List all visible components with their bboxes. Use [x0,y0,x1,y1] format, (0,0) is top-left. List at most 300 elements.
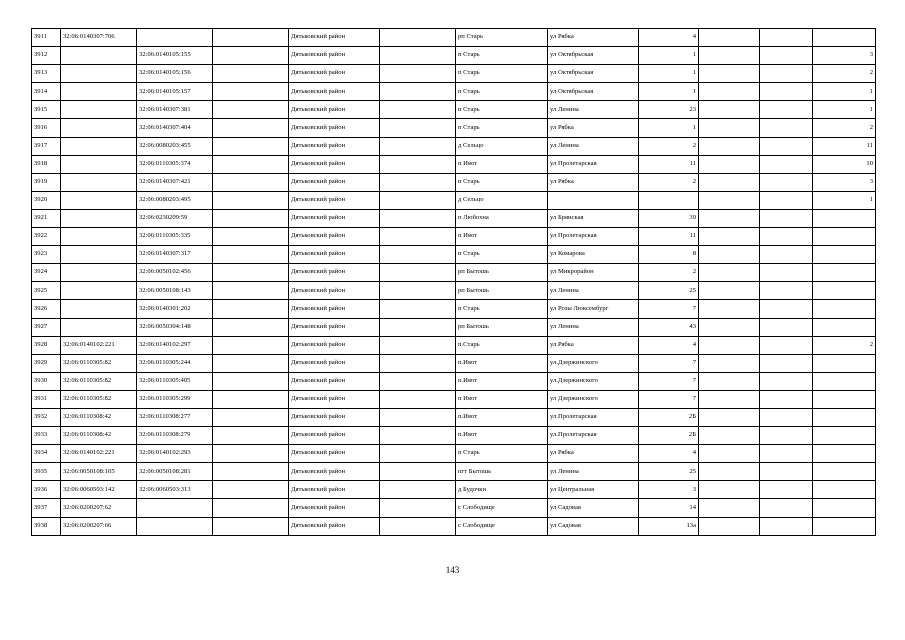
blank-cell [699,300,760,318]
district-name: Дятьковский район [289,408,380,426]
blank-cell [760,300,813,318]
blank-cell [760,173,813,191]
house-number: 7 [639,372,699,390]
street-name: ул Рябка [548,445,639,463]
blank-cell [380,390,456,408]
cadastral-number-parcel [61,191,137,209]
blank-cell [213,119,289,137]
apartment-number: 3 [813,173,876,191]
house-number: 1 [639,47,699,65]
blank-cell [760,481,813,499]
blank-cell [699,65,760,83]
record-number: 3938 [32,517,61,535]
street-name: ул Рябка [548,119,639,137]
blank-cell [760,445,813,463]
table-row [32,300,876,318]
cadastral-number-object: 32:06:0050108:281 [137,463,213,481]
blank-cell [760,29,813,47]
house-number: 1 [639,119,699,137]
record-number: 3936 [32,481,61,499]
house-number: 39 [639,209,699,227]
apartment-number [813,354,876,372]
cadastral-number-parcel [61,65,137,83]
table-row [32,246,876,264]
blank-cell [213,427,289,445]
blank-cell [699,282,760,300]
blank-cell [380,29,456,47]
blank-cell [380,47,456,65]
blank-cell [380,282,456,300]
house-number: 1 [639,83,699,101]
blank-cell [380,155,456,173]
apartment-number [813,517,876,535]
blank-cell [760,264,813,282]
blank-cell [699,246,760,264]
blank-cell [699,336,760,354]
cadastral-number-parcel: 32:06:0140307:706 [61,29,137,47]
record-number: 3927 [32,318,61,336]
settlement-name: п Старь [456,445,548,463]
cadastral-number-parcel [61,228,137,246]
cadastral-number-object: 32:06:0140307:404 [137,119,213,137]
settlement-name: п.Ивот [456,372,548,390]
house-number: 13а [639,517,699,535]
blank-cell [760,209,813,227]
street-name [548,191,639,209]
cadastral-number-parcel [61,264,137,282]
settlement-name: рп Бытошь [456,264,548,282]
house-number: 2Б [639,408,699,426]
blank-cell [380,137,456,155]
cadastral-number-parcel [61,47,137,65]
district-name: Дятьковский район [289,318,380,336]
record-number: 3912 [32,47,61,65]
street-name: ул Садовая [548,517,639,535]
cadastral-number-object: 32:06:0140105:155 [137,47,213,65]
cadastral-number-parcel [61,282,137,300]
apartment-number: 1 [813,191,876,209]
blank-cell [380,209,456,227]
record-number: 3921 [32,209,61,227]
cadastral-number-parcel [61,173,137,191]
cadastral-number-object: 32:06:0110305:405 [137,372,213,390]
cadastral-number-object: 32:06:0110305:374 [137,155,213,173]
settlement-name: рп Старь [456,29,548,47]
blank-cell [380,336,456,354]
settlement-name: пгт Бытошь [456,463,548,481]
record-number: 3914 [32,83,61,101]
blank-cell [380,445,456,463]
cadastral-number-object: 32:06:0230209:59 [137,209,213,227]
street-name: ул Центральная [548,481,639,499]
house-number: 4 [639,445,699,463]
house-number: 2 [639,264,699,282]
district-name: Дятьковский район [289,300,380,318]
blank-cell [699,427,760,445]
record-number: 3932 [32,408,61,426]
table-row [32,408,876,426]
house-number: 43 [639,318,699,336]
table-row [32,427,876,445]
blank-cell [213,264,289,282]
blank-cell [699,119,760,137]
house-number: 3 [639,481,699,499]
district-name: Дятьковский район [289,47,380,65]
settlement-name: п Старь [456,246,548,264]
table-row [32,372,876,390]
cadastral-number-object: 32:06:0080203:495 [137,191,213,209]
settlement-name: п Любохна [456,209,548,227]
apartment-number: 3 [813,47,876,65]
cadastral-number-parcel: 32:06:0140102:221 [61,336,137,354]
table-row [32,499,876,517]
blank-cell [380,65,456,83]
blank-cell [213,354,289,372]
blank-cell [380,119,456,137]
blank-cell [213,65,289,83]
blank-cell [380,318,456,336]
blank-cell [699,354,760,372]
record-number: 3923 [32,246,61,264]
street-name: ул Пролетарская [548,228,639,246]
apartment-number [813,481,876,499]
apartment-number: 2 [813,336,876,354]
record-number: 3924 [32,264,61,282]
settlement-name: п Старь [456,47,548,65]
settlement-name: п.Ивот [456,408,548,426]
blank-cell [213,282,289,300]
blank-cell [213,318,289,336]
blank-cell [699,47,760,65]
street-name: ул.Дзержинского [548,354,639,372]
apartment-number [813,463,876,481]
settlement-name: п Старь [456,101,548,119]
table-row [32,173,876,191]
settlement-name: п Старь [456,119,548,137]
record-number: 3922 [32,228,61,246]
blank-cell [760,463,813,481]
house-number: 2Б [639,427,699,445]
record-number: 3918 [32,155,61,173]
street-name: ул Розы Люксембург [548,300,639,318]
district-name: Дятьковский район [289,65,380,83]
district-name: Дятьковский район [289,517,380,535]
street-name: ул.Пролетарская [548,408,639,426]
register-table [31,28,876,536]
table-row [32,119,876,137]
blank-cell [699,83,760,101]
blank-cell [760,155,813,173]
district-name: Дятьковский район [289,173,380,191]
apartment-number [813,209,876,227]
settlement-name: рп Бытошь [456,282,548,300]
blank-cell [213,390,289,408]
house-number: 25 [639,282,699,300]
blank-cell [380,499,456,517]
cadastral-number-object: 32:06:0140301:202 [137,300,213,318]
settlement-name: п Старь [456,83,548,101]
settlement-name: п Ивот [456,155,548,173]
blank-cell [760,47,813,65]
settlement-name: п.Ивот [456,427,548,445]
settlement-name: п Старь [456,173,548,191]
blank-cell [213,29,289,47]
blank-cell [699,318,760,336]
cadastral-number-parcel: 32:06:0200207:62 [61,499,137,517]
apartment-number [813,29,876,47]
cadastral-number-object: 32:06:0140307:381 [137,101,213,119]
blank-cell [380,83,456,101]
record-number: 3930 [32,372,61,390]
blank-cell [699,408,760,426]
table-row [32,282,876,300]
table-row [32,318,876,336]
blank-cell [699,191,760,209]
table-row [32,517,876,535]
district-name: Дятьковский район [289,246,380,264]
apartment-number [813,390,876,408]
district-name: Дятьковский район [289,209,380,227]
blank-cell [213,445,289,463]
blank-cell [213,191,289,209]
table-row [32,65,876,83]
table-row [32,47,876,65]
blank-cell [699,155,760,173]
apartment-number: 1 [813,101,876,119]
apartment-number: 2 [813,65,876,83]
settlement-name: п Старь [456,300,548,318]
district-name: Дятьковский район [289,228,380,246]
table-row [32,29,876,47]
blank-cell [699,481,760,499]
cadastral-number-object: 32:06:0140307:421 [137,173,213,191]
house-number: 23 [639,101,699,119]
apartment-number [813,264,876,282]
cadastral-number-object: 32:06:0140102:293 [137,445,213,463]
cadastral-number-parcel [61,246,137,264]
blank-cell [760,246,813,264]
settlement-name: д Сельцо [456,137,548,155]
table-row [32,137,876,155]
blank-cell [380,264,456,282]
settlement-name: с Слободище [456,499,548,517]
blank-cell [380,246,456,264]
cadastral-number-object [137,499,213,517]
blank-cell [760,137,813,155]
cadastral-number-parcel: 32:06:0200207:66 [61,517,137,535]
blank-cell [380,408,456,426]
blank-cell [213,408,289,426]
blank-cell [380,481,456,499]
table-row [32,83,876,101]
house-number: 7 [639,390,699,408]
cadastral-number-object: 32:06:0140105:157 [137,83,213,101]
street-name: ул Октябрьская [548,47,639,65]
cadastral-number-object: 32:06:0110308:277 [137,408,213,426]
cadastral-number-object [137,29,213,47]
blank-cell [760,354,813,372]
street-name: ул.Дзержинского [548,372,639,390]
blank-cell [213,246,289,264]
blank-cell [699,173,760,191]
record-number: 3925 [32,282,61,300]
record-number: 3920 [32,191,61,209]
blank-cell [699,445,760,463]
settlement-name: п Ивот [456,390,548,408]
district-name: Дятьковский район [289,101,380,119]
table-row [32,209,876,227]
blank-cell [760,228,813,246]
blank-cell [213,209,289,227]
street-name: ул.Рябка [548,336,639,354]
district-name: Дятьковский район [289,264,380,282]
house-number: 8 [639,246,699,264]
house-number: 4 [639,29,699,47]
district-name: Дятьковский район [289,445,380,463]
cadastral-number-parcel [61,155,137,173]
house-number: 11 [639,228,699,246]
district-name: Дятьковский район [289,354,380,372]
house-number [639,191,699,209]
blank-cell [760,390,813,408]
district-name: Дятьковский район [289,83,380,101]
apartment-number [813,499,876,517]
table-row [32,481,876,499]
street-name: ул Ленина [548,463,639,481]
cadastral-number-parcel: 32:06:0110305:82 [61,372,137,390]
blank-cell [380,354,456,372]
table-row [32,264,876,282]
blank-cell [760,408,813,426]
apartment-number [813,427,876,445]
street-name: ул Октябрьская [548,65,639,83]
street-name: ул Рябка [548,29,639,47]
cadastral-number-object: 32:06:0110305:335 [137,228,213,246]
record-number: 3919 [32,173,61,191]
blank-cell [760,119,813,137]
district-name: Дятьковский район [289,427,380,445]
settlement-name: п Ивот [456,228,548,246]
district-name: Дятьковский район [289,481,380,499]
blank-cell [380,101,456,119]
district-name: Дятьковский район [289,29,380,47]
record-number: 3928 [32,336,61,354]
house-number: 25 [639,463,699,481]
blank-cell [699,228,760,246]
cadastral-number-object: 32:06:0140102:297 [137,336,213,354]
district-name: Дятьковский район [289,390,380,408]
blank-cell [699,499,760,517]
house-number: 4 [639,336,699,354]
table-body [32,29,876,536]
district-name: Дятьковский район [289,336,380,354]
cadastral-number-parcel: 32:06:0140102:221 [61,445,137,463]
blank-cell [760,499,813,517]
blank-cell [699,372,760,390]
blank-cell [380,191,456,209]
blank-cell [380,517,456,535]
blank-cell [760,83,813,101]
record-number: 3935 [32,463,61,481]
record-number: 3915 [32,101,61,119]
table-row [32,101,876,119]
cadastral-number-object: 32:06:0110305:244 [137,354,213,372]
cadastral-number-parcel: 32:06:0110308:42 [61,408,137,426]
house-number: 2 [639,137,699,155]
blank-cell [380,427,456,445]
apartment-number [813,300,876,318]
blank-cell [699,517,760,535]
blank-cell [213,137,289,155]
house-number: 7 [639,300,699,318]
table-row [32,336,876,354]
cadastral-number-parcel [61,101,137,119]
cadastral-number-parcel: 32:06:0110305:82 [61,354,137,372]
cadastral-number-object: 32:06:0060503:313 [137,481,213,499]
apartment-number [813,318,876,336]
blank-cell [213,47,289,65]
blank-cell [760,318,813,336]
blank-cell [760,517,813,535]
blank-cell [760,336,813,354]
street-name: ул Ленина [548,282,639,300]
apartment-number [813,246,876,264]
table-row [32,354,876,372]
blank-cell [213,228,289,246]
table-row [32,390,876,408]
blank-cell [380,463,456,481]
blank-cell [760,372,813,390]
blank-cell [760,65,813,83]
blank-cell [699,390,760,408]
blank-cell [380,300,456,318]
cadastral-number-object: 32:06:0140105:156 [137,65,213,83]
street-name: ул Ленина [548,137,639,155]
cadastral-number-parcel [61,209,137,227]
district-name: Дятьковский район [289,191,380,209]
settlement-name: п.Ивот [456,354,548,372]
cadastral-number-parcel: 32:06:0060503:142 [61,481,137,499]
street-name: ул Ленина [548,318,639,336]
cadastral-number-object [137,517,213,535]
district-name: Дятьковский район [289,137,380,155]
apartment-number [813,408,876,426]
settlement-name: д Будочки [456,481,548,499]
blank-cell [760,427,813,445]
cadastral-number-object: 32:06:0110308:279 [137,427,213,445]
blank-cell [760,282,813,300]
blank-cell [380,228,456,246]
cadastral-number-parcel [61,137,137,155]
record-number: 3917 [32,137,61,155]
cadastral-number-parcel: 32:06:0050108:105 [61,463,137,481]
district-name: Дятьковский район [289,463,380,481]
blank-cell [213,101,289,119]
cadastral-number-parcel [61,119,137,137]
cadastral-number-object: 32:06:0050102:456 [137,264,213,282]
blank-cell [699,101,760,119]
house-number: 1 [639,65,699,83]
page-number: 143 [445,565,460,575]
cadastral-number-object: 32:06:0140307:317 [137,246,213,264]
settlement-name: с Слободище [456,517,548,535]
blank-cell [213,336,289,354]
blank-cell [213,155,289,173]
blank-cell [213,372,289,390]
table-row [32,445,876,463]
cadastral-number-parcel: 32:06:0110305:82 [61,390,137,408]
district-name: Дятьковский район [289,282,380,300]
